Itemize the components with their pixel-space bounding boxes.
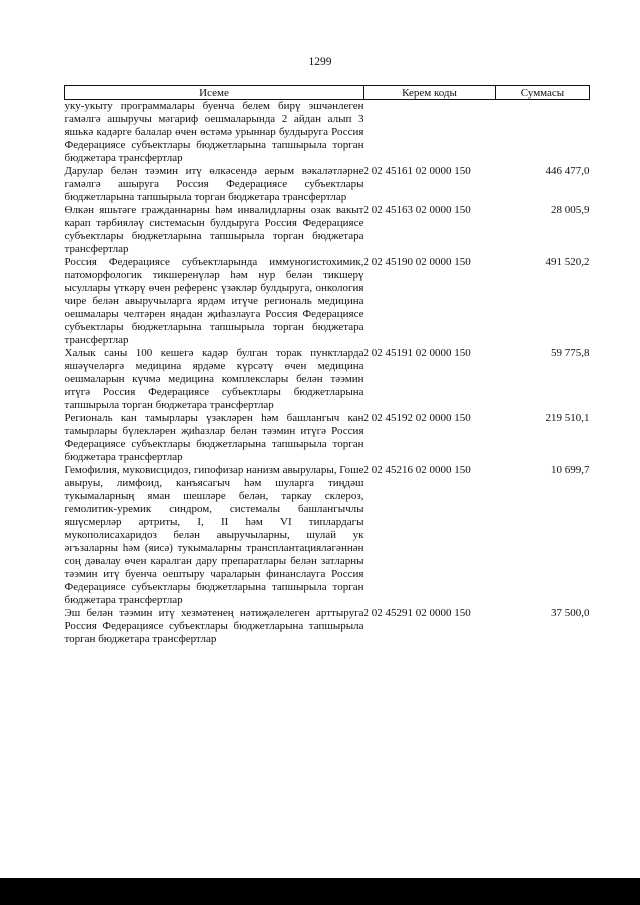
table-row bbox=[65, 256, 590, 347]
row-name: Өлкән яшьтәге гражданнарны һәм инвалидларны озак вакыт карап тәрбияләү системасын булдыруга Россия Федерациясе субъектлары бюджетларына тапшырыла торган бюджетара трансфертлар bbox=[64, 204, 364, 255]
row-code: 2 02 45163 02 0000 150 bbox=[363, 204, 471, 216]
row-code: 2 02 45291 02 0000 150 bbox=[363, 607, 471, 619]
row-code bbox=[364, 100, 496, 166]
table-header-row bbox=[65, 86, 590, 100]
row-amount: 37 500,0 bbox=[551, 607, 590, 619]
row-code: 2 02 45190 02 0000 150 bbox=[363, 256, 471, 268]
row-name: Россия Федерациясе субъектларында иммуногистохимик, патоморфологик тикшеренүләр һәм нур белән тикшерү ысуллары үткәрү өчен референс үзәкләр булдыруга, онкология чире белән авыручыларга ярдәм итүче региональ медицина оешмалары челтәрен яңадан җиһазлауга Россия Федерациясе субъектлары бюджетларына тапшырыла торган бюджетара трансфертлар bbox=[64, 256, 364, 346]
row-code: 2 02 45161 02 0000 150 bbox=[363, 165, 471, 177]
table-row bbox=[65, 412, 590, 464]
header-amount: Суммасы bbox=[496, 86, 590, 100]
table-row bbox=[65, 464, 590, 607]
table-row bbox=[65, 347, 590, 412]
header-name: Исеме bbox=[65, 86, 364, 100]
row-amount: 10 699,7 bbox=[551, 464, 590, 476]
table-row bbox=[65, 204, 590, 256]
row-code: 2 02 45192 02 0000 150 bbox=[363, 412, 471, 424]
row-name: Гемофилия, муковисцидоз, гипофизар нанизм авырулары, Гоше авыруы, лимфоид, канъясагыч һәм шуларга тиңдәш тукымаларның яман шешләре белән, таркау склероз, гемолитик-уремик синдром, системалы башлангычлы яшүсмерләр артриты, I, II һәм VI типлардагы мукополисахаридоз белән авыручыларны, шулай ук әгъзаларны һәм (яисә) тукымаларны трансплантацияләгәннән соң дәвалау өчен каралган дару препаратлары белән затларны тәэмин итү буенча оештыру чараларын финанслауга Россия Федерациясе субъектлары бюджетларына тапшырыла торган бюджетара трансфертлар bbox=[64, 464, 364, 606]
table-row bbox=[65, 607, 590, 646]
row-name: Эш белән тәэмин итү хезмәтенең нәтиҗәлелеген арттыруга Россия Федерациясе субъектлары бюджетларына тапшырыла торган бюджетара трансфертлар bbox=[64, 607, 364, 645]
row-code: 2 02 45191 02 0000 150 bbox=[363, 347, 471, 359]
row-name: уку-укыту программалары буенча белем бирү эшчәнлеген гамәлгә ашыручы мәгариф оешмаларында 2 айдан алып 3 яшькә кадәрге балалар өчен өстәмә урыннар булдыруга Россия Федерациясе субъектлары бюджетларына тапшырыла торган бюджетара трансфертлар bbox=[64, 100, 364, 164]
table-row bbox=[65, 100, 590, 166]
header-code: Керем коды bbox=[364, 86, 496, 100]
table-row bbox=[65, 165, 590, 204]
row-name: Дарулар белән тәэмин итү өлкәсендә аерым вәкаләтләрне гамәлгә ашыруга Россия Федерациясе субъектлары бюджетларына тапшырыла торган бюджетара трансфертлар bbox=[64, 165, 364, 203]
row-amount: 446 477,0 bbox=[545, 165, 590, 177]
row-amount bbox=[496, 100, 590, 166]
row-amount: 59 775,8 bbox=[551, 347, 590, 359]
scan-border-bar bbox=[0, 878, 640, 905]
row-code: 2 02 45216 02 0000 150 bbox=[363, 464, 471, 476]
row-name: Халык саны 100 кешегә кадәр булган торак пунктларда яшәүчеләргә медицина ярдәме күрсәтү өчен медицина оешмаларын күчмә медицина комплекслары белән тәэмин итүгә Россия Федерациясе субъектлары бюджетларына тапшырыла торган бюджетара трансфертлар bbox=[64, 347, 364, 411]
page-number: 1299 bbox=[308, 56, 332, 68]
row-amount: 28 005,9 bbox=[551, 204, 590, 216]
row-name: Региональ кан тамырлары үзәкләрен һәм башлангыч кан тамырлары бүлекләрен җиһазлар белән тәэмин итүгә Россия Федерациясе субъектлары бюджетларына тапшырыла торган бюджетара трансфертлар bbox=[64, 412, 364, 463]
row-amount: 219 510,1 bbox=[545, 412, 590, 424]
budget-table bbox=[64, 85, 590, 646]
row-amount: 491 520,2 bbox=[545, 256, 590, 268]
